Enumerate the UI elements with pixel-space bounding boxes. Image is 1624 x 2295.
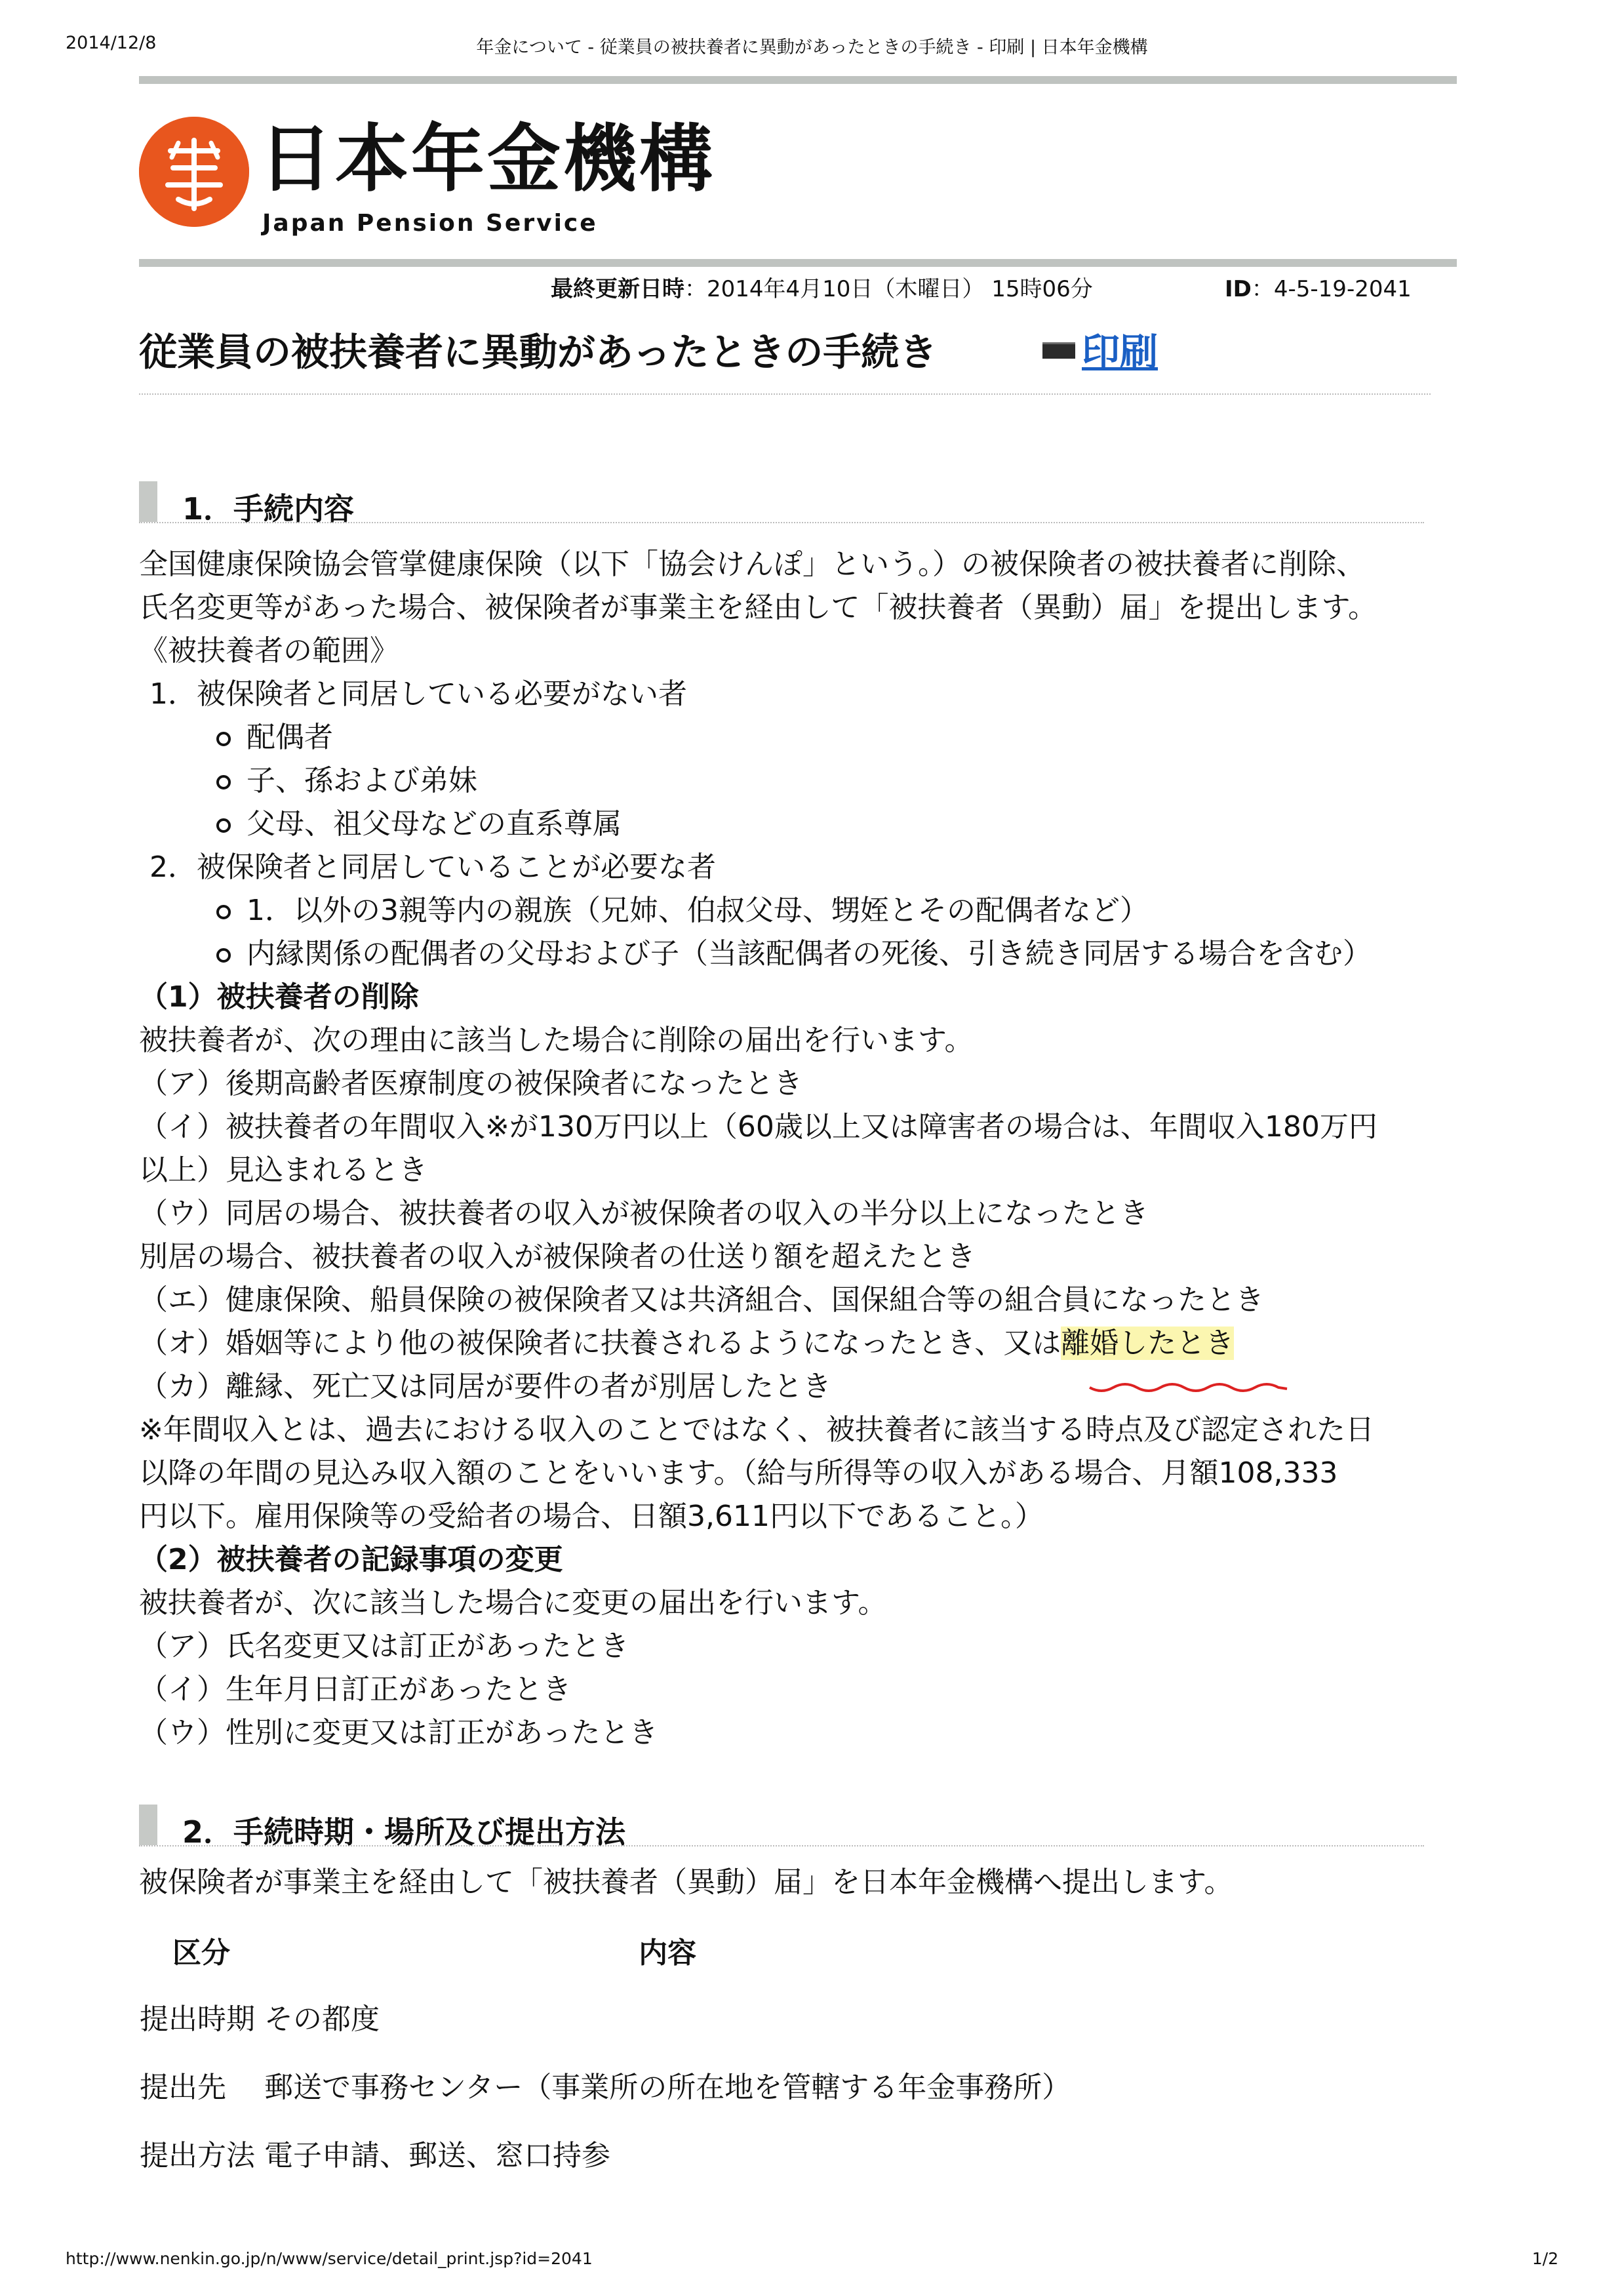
list-item: 1．以外の3親等内の親族（兄姉、伯叔父母、甥姪とその配偶者など）	[139, 889, 1437, 932]
print-date: 2014/12/8	[66, 33, 157, 53]
section-2-body	[139, 1861, 1437, 1904]
section-1-body	[139, 543, 1437, 1755]
table-cell: 郵送で事務センター（事業所の所在地を管轄する年金事務所）	[264, 2071, 1071, 2104]
last-updated-label: 最終更新日時	[551, 276, 684, 302]
text-line: （ア）氏名変更又は訂正があったとき	[139, 1629, 629, 1663]
last-updated-value: ：2014年4月10日（木曜日） 15時06分	[684, 276, 1093, 302]
subsection-heading-2: （2）被扶養者の記録事項の変更	[139, 1543, 563, 1576]
bullet-icon	[216, 775, 231, 789]
text-line: 円以下。雇用保険等の受給者の場合、日額3,611円以下であること。）	[139, 1500, 1044, 1533]
logo-divider	[139, 259, 1457, 267]
text-line: 以上）見込まれるとき	[139, 1153, 427, 1187]
text-line: （オ）婚姻等により他の被保険者に扶養されるようになったとき、又は離婚したとき	[139, 1327, 1235, 1360]
table-row	[139, 2119, 1071, 2187]
section-heading-2	[139, 1805, 1424, 1850]
section-2-intro: 被保険者が事業主を経由して「被扶養者（異動）届」を日本年金機構へ提出します。	[139, 1866, 1233, 1899]
list-item: 配偶者	[139, 716, 1437, 759]
print-link-label[interactable]: 印刷	[1082, 330, 1159, 374]
text-line: （エ）健康保険、船員保険の被保険者又は共済組合、国保組合等の組合員になったとき	[139, 1283, 1264, 1317]
list-item: 父母、祖父母などの直系尊属	[139, 803, 1437, 846]
page-title: 従業員の被扶養者に異動があったときの手続き	[139, 330, 938, 374]
list-item: 2．被保険者と同居していることが必要な者	[149, 850, 716, 884]
list-item: 子、孫および弟妹	[139, 759, 1437, 803]
intro-line-2: 氏名変更等があった場合、被保険者が事業主を経由して「被扶養者（異動）届」を提出します。	[139, 591, 1377, 624]
table-row	[139, 1982, 1071, 2050]
text-line: （イ）被扶養者の年間収入※が130万円以上（60歳以上又は障害者の場合は、年間収入180万円	[139, 1110, 1377, 1144]
text-line: 被扶養者が、次に該当した場合に変更の届出を行います。	[139, 1586, 887, 1620]
list-item: 1．被保険者と同居している必要がない者	[149, 677, 687, 711]
text-line: 別居の場合、被扶養者の収入が被保険者の仕送り額を超えたとき	[139, 1240, 976, 1273]
table-cell: 電子申請、郵送、窓口持参	[264, 2139, 610, 2172]
table-cell: 提出時期	[140, 2003, 255, 2036]
last-updated	[551, 271, 1093, 303]
subsection-heading-1: （1）被扶養者の削除	[139, 980, 419, 1014]
logo-mark-icon	[139, 117, 249, 227]
list-item: 内縁関係の配偶者の父母および子（当該配偶者の死後、引き続き同居する場合を含む）	[139, 932, 1437, 976]
procedure-table	[139, 1918, 1071, 2187]
text-line: （ウ）性別に変更又は訂正があったとき	[139, 1716, 658, 1749]
section-heading-1-text: 1．手続内容	[182, 491, 355, 527]
print-header	[0, 33, 1624, 66]
page-id-label: ID	[1225, 276, 1252, 302]
intro-line-1: 全国健康保険協会管掌健康保険（以下「協会けんぽ」という。）の被保険者の被扶養者に削除、	[139, 548, 1365, 581]
text-line: （ア）後期高齢者医療制度の被保険者になったとき	[139, 1067, 802, 1100]
section-heading-2-text: 2．手続時期・場所及び提出方法	[182, 1814, 626, 1850]
highlighted-text: 離婚したとき	[1061, 1327, 1235, 1360]
text-line: 以降の年間の見込み収入額のことをいいます。（給与所得等の収入がある場合、月額108,333	[139, 1456, 1338, 1490]
bullet-icon	[216, 905, 231, 919]
table-cell: 提出先	[140, 2071, 226, 2104]
table-cell: その都度	[264, 2003, 380, 2036]
bullet-icon	[216, 732, 231, 746]
logo-english: Japan Pension Service	[262, 210, 598, 237]
title-divider	[139, 393, 1431, 395]
section-marker	[139, 481, 157, 522]
bullet-icon	[216, 948, 231, 963]
bullet-icon	[216, 818, 231, 833]
text-line: ※年間収入とは、過去における収入のことではなく、被扶養者に該当する時点及び認定された日	[139, 1413, 1374, 1447]
text-line: （カ）離縁、死亡又は同居が要件の者が別居したとき	[139, 1370, 831, 1403]
page-id-value: ：4-5-19-2041	[1251, 276, 1412, 302]
logo-name: 日本年金機構	[259, 117, 715, 202]
page-url: http://www.nenkin.go.jp/n/www/service/detail_print.jsp?id=2041	[66, 2249, 593, 2268]
print-link[interactable]	[1042, 321, 1158, 376]
text-line: （イ）生年月日訂正があったとき	[139, 1673, 572, 1706]
range-label: 《被扶養者の範囲》	[139, 634, 399, 668]
table-row	[139, 2050, 1071, 2119]
table-header-row	[139, 1918, 1071, 1982]
section-marker	[139, 1805, 157, 1845]
handwritten-underline	[1088, 1382, 1288, 1395]
section-heading-1	[139, 481, 1424, 527]
top-divider	[139, 76, 1457, 84]
column-header: 区分	[172, 1936, 230, 1970]
page-number: 1/2	[1532, 2249, 1558, 2268]
print-footer	[0, 2249, 1624, 2275]
column-header: 内容	[639, 1936, 697, 1970]
table-cell: 提出方法	[140, 2139, 255, 2172]
text-line: （ウ）同居の場合、被扶養者の収入が被保険者の収入の半分以上になったとき	[139, 1197, 1149, 1230]
page-id	[1225, 271, 1412, 303]
text-line: 被扶養者が、次の理由に該当した場合に削除の届出を行います。	[139, 1024, 974, 1057]
print-page-title: 年金について - 従業員の被扶養者に異動があったときの手続き - 印刷 | 日本年金機構	[476, 37, 1148, 58]
